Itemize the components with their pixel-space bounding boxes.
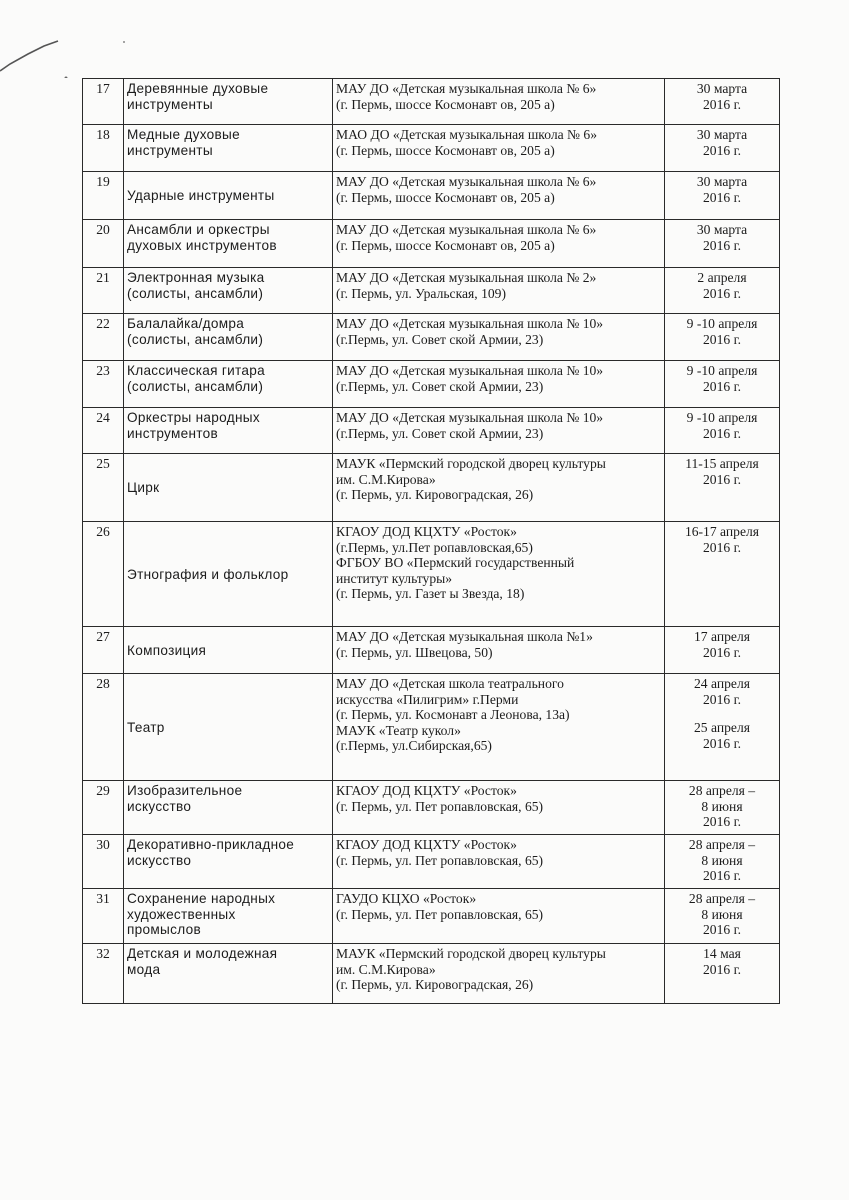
direction-cell xyxy=(124,627,333,674)
direction-cell xyxy=(124,79,333,125)
venue-line: (г. Пермь, ул. Уральская, 109) xyxy=(336,285,506,301)
table-row xyxy=(83,835,780,889)
direction-cell xyxy=(124,125,333,172)
direction-line: художественных xyxy=(127,906,236,922)
venue-line: МАУ ДО «Детская музыкальная школа № 10» xyxy=(336,363,604,378)
venue-cell xyxy=(333,835,665,889)
venue-line: (г.Пермь, ул. Совет ской Армии, 23) xyxy=(336,378,544,394)
date-cell xyxy=(665,889,780,944)
venue-line: МАУ ДО «Детская музыкальная школа № 6» xyxy=(336,222,597,237)
table-row xyxy=(83,314,780,361)
direction-line: Сохранение народных xyxy=(127,891,276,906)
venue-line: (г.Пермь, ул.Сибирская,65) xyxy=(336,738,492,753)
date-cell xyxy=(665,627,780,674)
date-line: 2016 г. xyxy=(702,331,742,347)
venue-line: (г. Пермь, ул. Кировоградская, 26) xyxy=(336,487,534,502)
date-line: 2016 г. xyxy=(702,237,742,253)
events-table-body xyxy=(83,79,780,1004)
venue-line: КГАОУ ДОД КЦХТУ «Росток» xyxy=(336,524,517,539)
date-cell xyxy=(665,220,780,268)
row-number: 22 xyxy=(83,314,124,361)
direction-cell xyxy=(124,314,333,361)
direction-line: Изобразительное xyxy=(127,783,243,798)
venue-line: (г. Пермь, ул. Пет ропавловская, 65) xyxy=(336,852,544,868)
table-row xyxy=(83,627,780,674)
date-line: 28 апреля – xyxy=(688,837,756,852)
venue-cell xyxy=(333,408,665,454)
direction-line: Декоративно-прикладное xyxy=(127,837,295,852)
venue-cell xyxy=(333,220,665,268)
direction-line: Композиция xyxy=(127,642,207,658)
direction-line: Классическая гитара xyxy=(127,363,265,378)
date-cell xyxy=(665,454,780,522)
direction-cell xyxy=(124,172,333,220)
table-row xyxy=(83,79,780,125)
date-line: 9 -10 апреля xyxy=(686,410,758,425)
direction-line: искусство xyxy=(127,852,192,868)
date-cell xyxy=(665,125,780,172)
direction-line: (солисты, ансамбли) xyxy=(127,378,264,394)
table-row xyxy=(83,361,780,408)
venue-line: КГАОУ ДОД КЦХТУ «Росток» xyxy=(336,783,517,798)
venue-line: МАУ ДО «Детская школа театрального xyxy=(336,676,564,691)
venue-line: им. С.М.Кирова» xyxy=(336,471,436,487)
venue-line: ГАУДО КЦХО «Росток» xyxy=(336,891,477,906)
venue-line: (г.Пермь, ул.Пет ропавловская,65) xyxy=(336,539,533,555)
date-line: 2016 г. xyxy=(702,644,742,660)
row-number: 23 xyxy=(83,361,124,408)
direction-line: инструментов xyxy=(127,425,219,441)
row-number: 19 xyxy=(83,172,124,220)
venue-line: МАУ ДО «Детская музыкальная школа № 10» xyxy=(336,410,604,425)
date-cell xyxy=(665,944,780,1004)
date-cell xyxy=(665,361,780,408)
venue-line: (г. Пермь, шоссе Космонавт ов, 205 а) xyxy=(336,142,555,158)
direction-line: мода xyxy=(127,961,161,977)
venue-cell xyxy=(333,781,665,835)
table-row xyxy=(83,268,780,314)
direction-line: инструменты xyxy=(127,96,213,112)
date-line: 2016 г. xyxy=(702,539,742,555)
date-line: 30 марта xyxy=(696,222,748,237)
date-gap xyxy=(668,707,776,720)
date-line: 9 -10 апреля xyxy=(686,316,758,331)
direction-line: промыслов xyxy=(127,922,201,937)
row-number: 17 xyxy=(83,79,124,125)
scan-artifact-mark xyxy=(0,38,135,78)
venue-cell xyxy=(333,125,665,172)
date-line: 8 июня xyxy=(701,852,743,868)
venue-line: (г.Пермь, ул. Совет ской Армии, 23) xyxy=(336,331,544,347)
date-line: 8 июня xyxy=(701,798,743,814)
venue-line: (г. Пермь, ул. Пет ропавловская, 65) xyxy=(336,798,544,814)
row-number: 30 xyxy=(83,835,124,889)
direction-cell xyxy=(124,781,333,835)
date-line: 28 апреля – xyxy=(688,783,756,798)
direction-line: духовых инструментов xyxy=(127,237,277,253)
venue-cell xyxy=(333,79,665,125)
direction-cell xyxy=(124,408,333,454)
venue-cell xyxy=(333,454,665,522)
direction-cell xyxy=(124,361,333,408)
venue-line: МАУ ДО «Детская музыкальная школа № 6» xyxy=(336,81,597,96)
direction-line: Ударные инструменты xyxy=(127,188,275,204)
date-line: 14 мая xyxy=(703,946,741,961)
venue-line: МАО ДО «Детская музыкальная школа № 6» xyxy=(336,127,597,142)
direction-line: искусство xyxy=(127,798,192,814)
row-number: 31 xyxy=(83,889,124,944)
date-line: 2016 г. xyxy=(702,868,742,883)
row-number: 24 xyxy=(83,408,124,454)
table-row xyxy=(83,408,780,454)
table-row xyxy=(83,522,780,627)
row-number: 27 xyxy=(83,627,124,674)
date-line: 2 апреля xyxy=(697,270,747,285)
venue-line: (г. Пермь, шоссе Космонавт ов, 205 а) xyxy=(336,237,555,253)
date-line: 2016 г. xyxy=(702,471,742,487)
date-line: 11-15 апреля xyxy=(685,456,759,471)
date-line: 30 марта xyxy=(696,174,748,189)
venue-line: МАУК «Пермский городской дворец культуры xyxy=(336,456,606,471)
row-number: 32 xyxy=(83,944,124,1004)
direction-line: Медные духовые xyxy=(127,127,240,142)
date-line: 2016 г. xyxy=(702,814,742,829)
direction-line: Этнография и фольклор xyxy=(127,566,289,582)
direction-line: инструменты xyxy=(127,142,213,158)
venue-line: (г. Пермь, ул. Кировоградская, 26) xyxy=(336,977,534,992)
venue-line: МАУ ДО «Детская музыкальная школа № 2» xyxy=(336,270,597,285)
table-row xyxy=(83,889,780,944)
venue-line: МАУ ДО «Детская музыкальная школа №1» xyxy=(336,629,593,644)
row-number: 26 xyxy=(83,522,124,627)
direction-line: Ансамбли и оркестры xyxy=(127,222,270,237)
date-line: 25 апреля xyxy=(694,720,750,735)
date-line: 17 апреля xyxy=(694,629,750,644)
direction-cell xyxy=(124,944,333,1004)
date-line: 2016 г. xyxy=(702,96,742,112)
table-row xyxy=(83,674,780,781)
venue-line: (г.Пермь, ул. Совет ской Армии, 23) xyxy=(336,425,544,441)
direction-line: (солисты, ансамбли) xyxy=(127,285,264,301)
direction-line: Театр xyxy=(127,719,165,735)
date-cell xyxy=(665,79,780,125)
venue-line: (г. Пермь, шоссе Космонавт ов, 205 а) xyxy=(336,96,555,112)
date-line: 2016 г. xyxy=(702,425,742,441)
table-row xyxy=(83,454,780,522)
date-cell xyxy=(665,172,780,220)
venue-cell xyxy=(333,268,665,314)
venue-cell xyxy=(333,522,665,627)
date-line: 2016 г. xyxy=(702,691,742,707)
venue-line: им. С.М.Кирова» xyxy=(336,961,436,977)
date-cell xyxy=(665,408,780,454)
venue-line: (г. Пермь, ул. Швецова, 50) xyxy=(336,644,493,660)
venue-line: (г. Пермь, ул. Космонавт а Леонова, 13а) xyxy=(336,707,570,722)
date-cell xyxy=(665,674,780,781)
venue-line: (г. Пермь, ул. Пет ропавловская, 65) xyxy=(336,906,544,922)
date-line: 30 марта xyxy=(696,127,748,142)
table-row xyxy=(83,125,780,172)
venue-line: институт культуры» xyxy=(336,570,453,586)
row-number: 29 xyxy=(83,781,124,835)
date-cell xyxy=(665,314,780,361)
date-cell xyxy=(665,268,780,314)
venue-line: МАУК «Театр кукол» xyxy=(336,722,461,738)
row-number: 18 xyxy=(83,125,124,172)
date-line: 9 -10 апреля xyxy=(686,363,758,378)
direction-cell xyxy=(124,889,333,944)
row-number: 20 xyxy=(83,220,124,268)
date-line: 2016 г. xyxy=(702,378,742,394)
venue-cell xyxy=(333,314,665,361)
date-line: 8 июня xyxy=(701,906,743,922)
date-line: 2016 г. xyxy=(702,189,742,205)
venue-line: (г. Пермь, ул. Газет ы Звезда, 18) xyxy=(336,586,525,601)
table-row xyxy=(83,220,780,268)
row-number: 28 xyxy=(83,674,124,781)
date-line: 2016 г. xyxy=(702,735,742,751)
venue-cell xyxy=(333,361,665,408)
direction-line: Детская и молодежная xyxy=(127,946,278,961)
direction-cell xyxy=(124,268,333,314)
venue-line: МАУ ДО «Детская музыкальная школа № 10» xyxy=(336,316,604,331)
venue-line: искусства «Пилигрим» г.Перми xyxy=(336,691,519,707)
direction-cell xyxy=(124,674,333,781)
direction-line: Цирк xyxy=(127,480,160,496)
direction-line: Оркестры народных xyxy=(127,410,260,425)
venue-line: (г. Пермь, шоссе Космонавт ов, 205 а) xyxy=(336,189,555,205)
events-table xyxy=(82,78,780,1004)
date-line: 30 марта xyxy=(696,81,748,96)
date-line: 28 апреля – xyxy=(688,891,756,906)
table-row xyxy=(83,781,780,835)
table-row xyxy=(83,944,780,1004)
date-line: 24 апреля xyxy=(694,676,750,691)
direction-cell xyxy=(124,454,333,522)
direction-cell xyxy=(124,220,333,268)
date-cell xyxy=(665,522,780,627)
date-line: 2016 г. xyxy=(702,142,742,158)
row-number: 21 xyxy=(83,268,124,314)
date-line: 2016 г. xyxy=(702,961,742,977)
direction-cell xyxy=(124,522,333,627)
direction-line: Деревянные духовые xyxy=(127,81,269,96)
row-number: 25 xyxy=(83,454,124,522)
direction-line: Балалайка/домра xyxy=(127,316,245,331)
venue-line: ФГБОУ ВО «Пермский государственный xyxy=(336,555,575,570)
venue-cell xyxy=(333,674,665,781)
venue-cell xyxy=(333,627,665,674)
direction-cell xyxy=(124,835,333,889)
date-cell xyxy=(665,781,780,835)
table-row xyxy=(83,172,780,220)
date-cell xyxy=(665,835,780,889)
venue-line: МАУ ДО «Детская музыкальная школа № 6» xyxy=(336,174,597,189)
venue-line: КГАОУ ДОД КЦХТУ «Росток» xyxy=(336,837,517,852)
venue-line: МАУК «Пермский городской дворец культуры xyxy=(336,946,606,961)
date-line: 2016 г. xyxy=(702,285,742,301)
venue-cell xyxy=(333,172,665,220)
venue-cell xyxy=(333,944,665,1004)
venue-cell xyxy=(333,889,665,944)
date-line: 2016 г. xyxy=(702,922,742,937)
direction-line: Электронная музыка xyxy=(127,270,265,285)
direction-line: (солисты, ансамбли) xyxy=(127,331,264,347)
date-line: 16-17 апреля xyxy=(684,524,760,539)
